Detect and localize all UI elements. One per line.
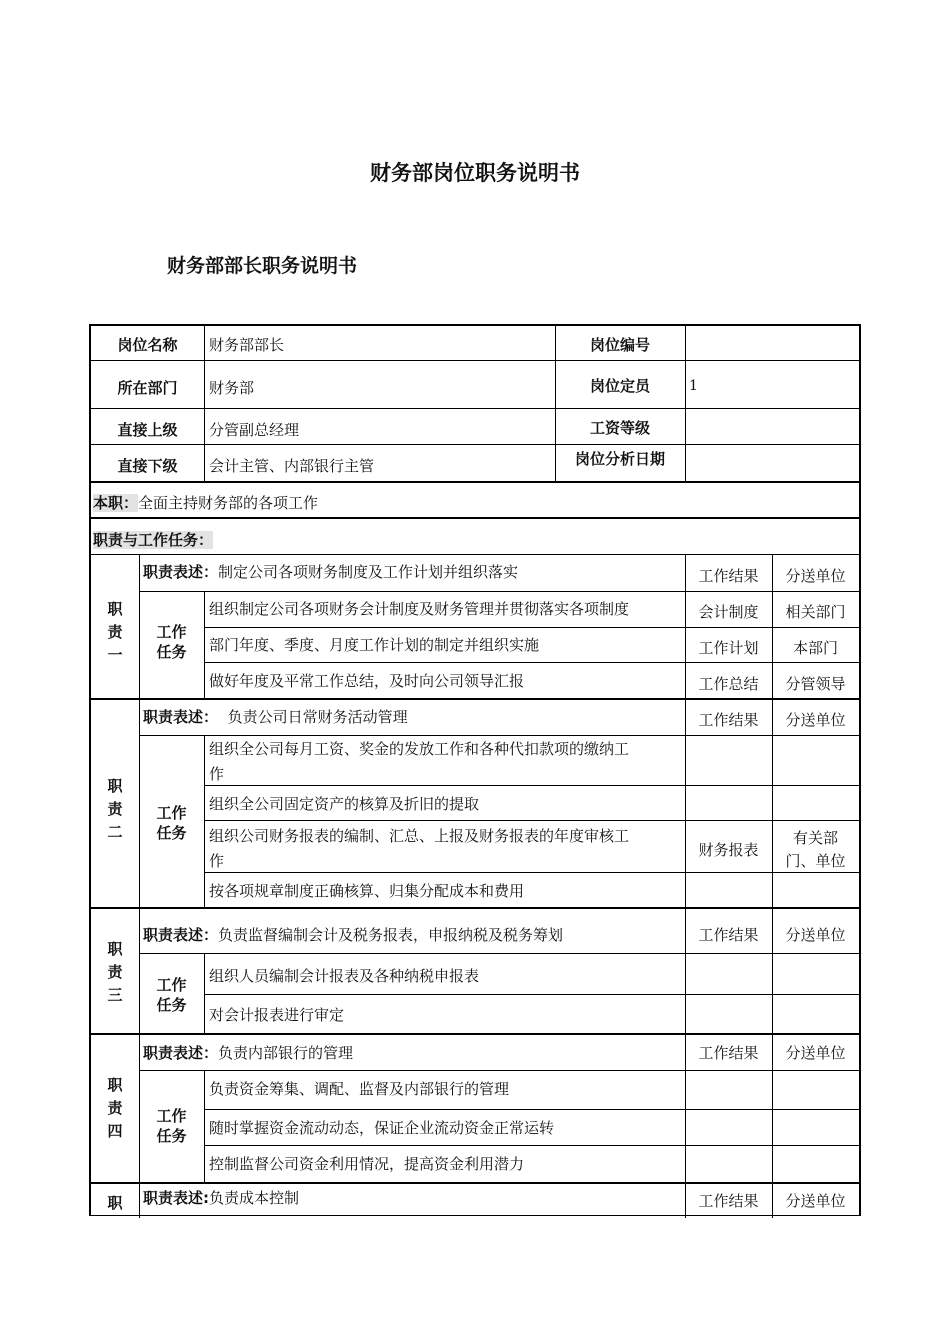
duty-2-result-header: 工作结果 <box>698 711 759 729</box>
duty-3-result-header: 工作结果 <box>698 926 759 944</box>
duty-1-task-3-result: 工作总结 <box>698 675 759 693</box>
duty-1-task-2-dest: 本部门 <box>792 639 838 657</box>
duty-4-task-3: 控制监督公司资金利用情况，提高资金利用潜力 <box>209 1155 525 1173</box>
subordinate-label: 直接下级 <box>117 457 178 475</box>
duty-4-name: 职 责 四 <box>107 1076 123 1140</box>
duty-1-task-1-result: 会计制度 <box>698 603 759 621</box>
duty-5-result-header: 工作结果 <box>698 1192 759 1210</box>
duty-1-task-2: 部门年度、季度、月度工作计划的制定并组织实施 <box>209 636 540 654</box>
duty-1-statement: 职责表述：制定公司各项财务制度及工作计划并组织落实 <box>143 563 519 581</box>
duty-2-task-3-dest: 有关部 门、单位 <box>785 829 846 870</box>
duty-2-task-2: 组织全公司固定资产的核算及折旧的提取 <box>209 795 480 813</box>
core-duty-label: 本职： <box>93 494 139 512</box>
duty-3-task-2: 对会计报表进行审定 <box>209 1006 345 1024</box>
grade-label: 工资等级 <box>589 419 650 437</box>
dept-value: 财务部 <box>209 379 255 397</box>
duty-1-task-3-dest: 分管领导 <box>785 675 846 693</box>
post-code-label: 岗位编号 <box>589 336 650 354</box>
dept-label: 所在部门 <box>117 379 178 397</box>
duties-header: 职责与工作任务： <box>93 531 214 549</box>
duty-2-statement: 职责表述： 负责公司日常财务活动管理 <box>143 708 408 726</box>
duty-4-statement: 职责表述：负责内部银行的管理 <box>143 1044 354 1062</box>
duty-2-dest-header: 分送单位 <box>785 711 846 729</box>
post-name-value: 财务部部长 <box>209 336 285 354</box>
duty-3-name: 职 责 三 <box>107 940 123 1004</box>
analysis-date-label: 岗位分析日期 <box>574 450 665 468</box>
duty-5-statement: 职责表述:负责成本控制 <box>143 1189 300 1207</box>
duty-1-tasks-label: 工作 任务 <box>156 623 187 661</box>
subordinate-value: 会计主管、内部银行主管 <box>209 457 375 475</box>
duty-5-dest-header: 分送单位 <box>785 1192 846 1210</box>
duty-2-name: 职 责 二 <box>107 777 123 841</box>
duty-4-tasks-label: 工作 任务 <box>156 1107 187 1145</box>
headcount-label: 岗位定员 <box>589 377 650 395</box>
duty-1-task-3: 做好年度及平常工作总结，及时向公司领导汇报 <box>209 672 525 690</box>
duty-2-task-3-result: 财务报表 <box>698 841 759 859</box>
section-title: 财务部部长职务说明书 <box>167 255 358 277</box>
duty-1-task-1: 组织制定公司各项财务会计制度及财务管理并贯彻落实各项制度 <box>209 600 630 618</box>
duty-3-statement: 职责表述：负责监督编制会计及税务报表，申报纳税及税务筹划 <box>143 926 564 944</box>
duty-1-task-2-result: 工作计划 <box>698 639 759 657</box>
duty-4-result-header: 工作结果 <box>698 1044 759 1062</box>
superior-label: 直接上级 <box>117 421 178 439</box>
job-description-table <box>89 324 861 1216</box>
duty-4-dest-header: 分送单位 <box>785 1044 846 1062</box>
superior-value: 分管副总经理 <box>209 421 300 439</box>
duty-4-task-1: 负责资金筹集、调配、监督及内部银行的管理 <box>209 1080 510 1098</box>
duty-1-dest-header: 分送单位 <box>785 567 846 585</box>
duty-2-task-4: 按各项规章制度正确核算、归集分配成本和费用 <box>209 882 525 900</box>
duty-3-task-1: 组织人员编制会计报表及各种纳税申报表 <box>209 967 480 985</box>
duty-2-task-1: 组织全公司每月工资、奖金的发放工作和各种代扣款项的缴纳工 作 <box>209 740 630 783</box>
duty-2-tasks-label: 工作 任务 <box>156 804 187 842</box>
duty-4-task-2: 随时掌握资金流动动态，保证企业流动资金正常运转 <box>209 1119 555 1137</box>
core-duty-row <box>93 493 318 514</box>
duty-1-result-header: 工作结果 <box>698 567 759 585</box>
headcount-value: 1 <box>689 378 698 394</box>
duty-3-tasks-label: 工作 任务 <box>156 976 187 1014</box>
core-duty-value: 全面主持财务部的各项工作 <box>138 494 319 512</box>
post-name-label: 岗位名称 <box>117 336 178 354</box>
duty-5-name: 职 <box>107 1194 123 1212</box>
duty-3-dest-header: 分送单位 <box>785 926 846 944</box>
duty-1-task-1-dest: 相关部门 <box>785 603 846 621</box>
document-title: 财务部岗位职务说明书 <box>370 161 580 185</box>
duty-2-task-3: 组织公司财务报表的编制、汇总、上报及财务报表的年度审核工 作 <box>209 827 630 870</box>
duty-1-name: 职 责 一 <box>107 600 123 664</box>
